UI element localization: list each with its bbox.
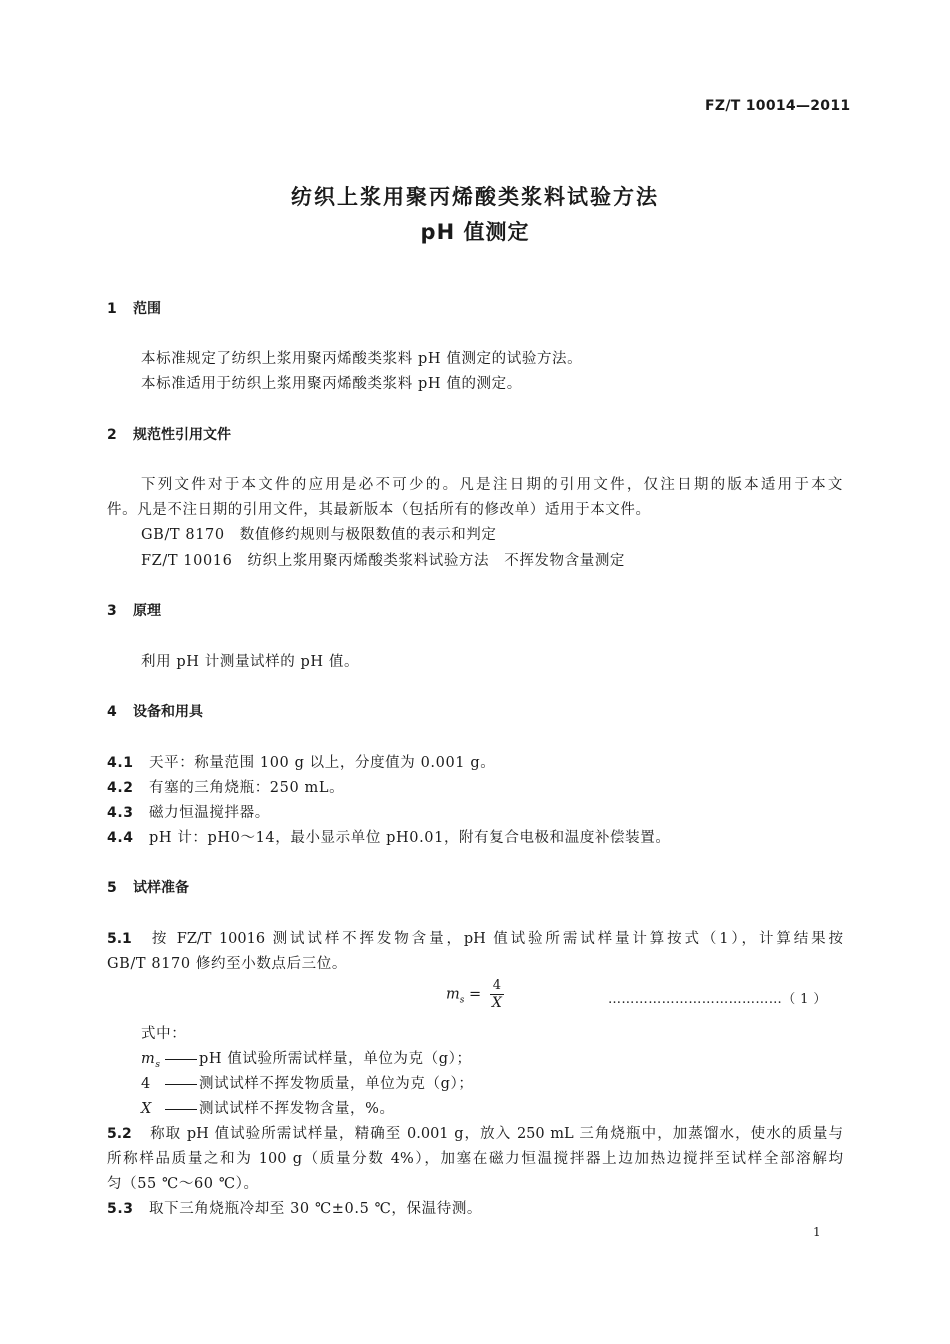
section-number: 1	[107, 301, 117, 317]
reference-item: GB/T 8170 数值修约规则与极限数值的表示和判定	[141, 527, 497, 543]
definition-text: pH 值试验所需试样量，单位为克（g）；	[199, 1051, 472, 1067]
definition-item	[141, 1072, 473, 1093]
formula-lhs-subscript: s	[459, 995, 465, 1006]
clause-text-continued: GB/T 8170 修约至小数点后三位。	[107, 956, 347, 972]
clause-text-continued: 所称样品质量之和为 100 g（质量分数 4%），加塞在磁力恒温搅拌器上边加热边搅拌至试样全部溶解均	[107, 1151, 843, 1167]
section-title: 范围	[133, 301, 161, 317]
reference-item: FZ/T 10016 纺织上浆用聚丙烯酸类浆料试验方法 不挥发物含量测定	[141, 553, 626, 569]
definition-dash	[165, 1059, 197, 1060]
section-4-heading	[107, 701, 203, 721]
clause-number: 4.4	[107, 830, 134, 846]
definition-text: 测试试样不挥发物含量，%。	[199, 1101, 395, 1117]
document-subtitle: pH 值测定	[420, 220, 530, 244]
clause-4-3	[107, 801, 270, 822]
clause-4-2	[107, 776, 344, 797]
clause-5-2	[107, 1122, 843, 1143]
section-1-heading	[107, 298, 161, 318]
clause-text: 天平：称量范围 100 g 以上，分度值为 0.001 g。	[149, 755, 496, 771]
formula-number: …………………………………（ 1 ）	[608, 992, 827, 1007]
section-3-heading	[107, 600, 161, 620]
formula-1	[446, 978, 504, 1011]
formula-equals: =	[468, 986, 482, 1003]
definition-item	[141, 1047, 472, 1070]
definition-text: 测试试样不挥发物质量，单位为克（g）；	[199, 1076, 474, 1092]
paragraph: 下列文件对于本文件的应用是必不可少的。凡是注日期的引用文件，仅注日期的版本适用于本文	[141, 477, 843, 493]
section-number: 2	[107, 427, 117, 443]
clause-text: 有塞的三角烧瓶：250 mL。	[149, 780, 345, 796]
clause-number: 4.3	[107, 805, 134, 821]
clause-4-1	[107, 751, 495, 772]
clause-text: 磁力恒温搅拌器。	[149, 805, 270, 821]
clause-number: 4.1	[107, 755, 134, 771]
formula-fraction	[490, 978, 504, 1011]
clause-text-continued: 匀（55 ℃～60 ℃）。	[107, 1176, 259, 1192]
clause-text: 按 FZ/T 10016 测试试样不挥发物含量，pH 值试验所需试样量计算按式（1），计算结果按	[149, 931, 843, 947]
standard-code: FZ/T 10014—2011	[705, 98, 851, 114]
where-label: 式中：	[141, 1026, 187, 1042]
section-number: 3	[107, 603, 117, 619]
section-title: 试样准备	[133, 880, 189, 896]
clause-text: 取下三角烧瓶冷却至 30 ℃±0.5 ℃，保温待测。	[149, 1201, 483, 1217]
clause-text: pH 计：pH0～14，最小显示单位 pH0.01，附有复合电极和温度补偿装置。	[149, 830, 671, 846]
section-title: 设备和用具	[133, 704, 203, 720]
section-number: 5	[107, 880, 117, 896]
clause-number: 4.2	[107, 780, 134, 796]
clause-number: 5.1	[107, 931, 132, 947]
definition-dash	[165, 1084, 197, 1085]
clause-text: 称取 pH 值试验所需试样量，精确至 0.001 g，放入 250 mL 三角烧瓶中，加蒸馏水，使水的质量与	[149, 1126, 843, 1142]
clause-5-3	[107, 1197, 482, 1218]
section-2-heading	[107, 424, 231, 444]
section-number: 4	[107, 704, 117, 720]
formula-lhs: m	[446, 986, 460, 1003]
document-title: 纺织上浆用聚丙烯酸类浆料试验方法	[291, 185, 659, 209]
section-title: 原理	[133, 603, 161, 619]
clause-number: 5.3	[107, 1201, 134, 1217]
definition-dash	[165, 1109, 197, 1110]
clause-4-4	[107, 826, 670, 847]
clause-number: 5.2	[107, 1126, 132, 1142]
definition-symbol: $m_s$	[141, 1051, 161, 1070]
paragraph: 本标准规定了纺织上浆用聚丙烯酸类浆料 pH 值测定的试验方法。	[141, 351, 583, 367]
section-title: 规范性引用文件	[133, 427, 231, 443]
formula-denominator: X	[491, 995, 502, 1011]
definition-item	[141, 1097, 395, 1118]
definition-symbol: 4	[141, 1076, 151, 1092]
paragraph: 本标准适用于纺织上浆用聚丙烯酸类浆料 pH 值的测定。	[141, 376, 522, 392]
paragraph: 利用 pH 计测量试样的 pH 值。	[141, 654, 360, 670]
paragraph: 件。凡是不注日期的引用文件，其最新版本（包括所有的修改单）适用于本文件。	[107, 502, 651, 518]
page-number: 1	[813, 1225, 821, 1239]
formula-numerator: 4	[490, 978, 504, 995]
clause-5-1	[107, 927, 843, 948]
section-5-heading	[107, 877, 189, 897]
definition-symbol: X	[141, 1101, 152, 1117]
